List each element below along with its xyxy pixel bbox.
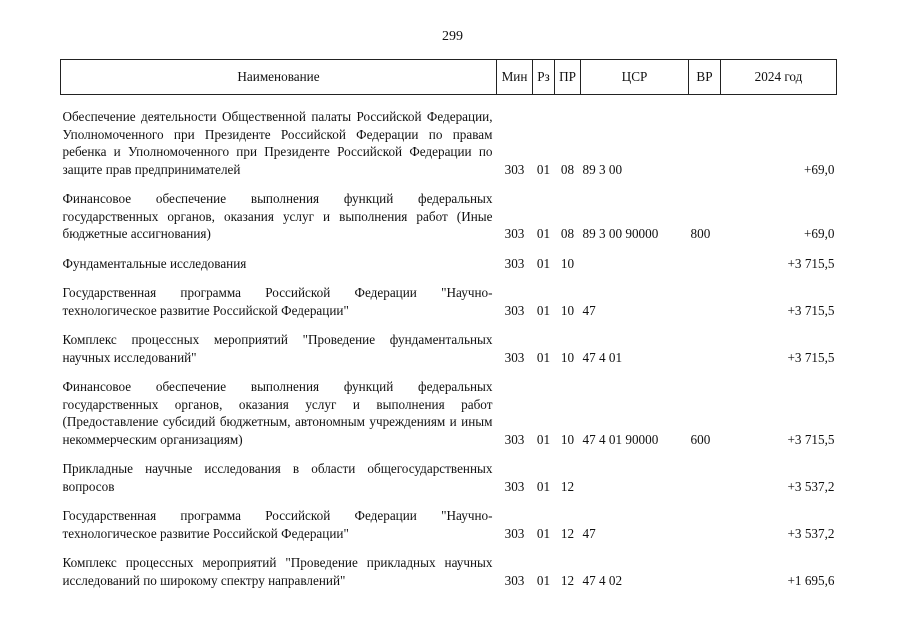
row-csr: 47 4 02 xyxy=(582,572,623,588)
row-vr xyxy=(689,495,721,542)
row-vr xyxy=(689,95,721,179)
row-name: Государственная программа Российской Федерации "Научно-технологическое развитие Российской Федерации" xyxy=(62,508,493,541)
row-csr: 47 4 01 xyxy=(582,349,623,365)
row-rz: 01 xyxy=(536,226,551,241)
row-name: Комплекс процессных мероприятий "Проведение прикладных научных исследований по широкому спектру направлений" xyxy=(62,555,493,588)
row-rz: 01 xyxy=(536,478,551,494)
row-name: Комплекс процессных мероприятий "Проведение фундаментальных научных исследований" xyxy=(62,332,493,365)
row-csr: 47 xyxy=(582,302,596,318)
row-vr: 600 xyxy=(690,431,711,447)
row-min: 303 xyxy=(504,431,525,447)
row-amount: +69,0 xyxy=(803,161,835,177)
header-min: Мин xyxy=(497,60,533,95)
row-amount: +3 715,5 xyxy=(787,431,835,447)
row-amount: +3 715,5 xyxy=(787,255,835,271)
row-min: 303 xyxy=(504,255,525,271)
page-number: 299 xyxy=(442,29,463,44)
header-vr: ВР xyxy=(689,60,721,95)
row-name: Государственная программа Российской Федерации "Научно-технологическое развитие Российской Федерации" xyxy=(62,285,493,318)
row-pr: 08 xyxy=(560,161,575,177)
row-pr: 12 xyxy=(560,572,575,588)
row-pr: 10 xyxy=(560,302,575,318)
header-pr: ПР xyxy=(555,60,581,95)
table-row xyxy=(61,178,837,243)
row-rz: 01 xyxy=(536,349,551,365)
row-amount: +69,0 xyxy=(803,226,835,241)
table-row xyxy=(61,366,837,448)
table-row xyxy=(61,319,837,366)
header-name: Наименование xyxy=(61,60,497,95)
header-rz: Рз xyxy=(533,60,555,95)
row-name: Фундаментальные исследования xyxy=(62,255,247,271)
row-min: 303 xyxy=(504,572,525,588)
table-row xyxy=(61,243,837,273)
row-pr: 10 xyxy=(560,349,575,365)
row-rz: 01 xyxy=(536,255,551,271)
row-vr xyxy=(689,272,721,319)
row-csr: 89 3 00 xyxy=(582,161,623,177)
row-vr xyxy=(689,243,721,273)
row-vr: 800 xyxy=(690,226,711,241)
row-rz: 01 xyxy=(536,302,551,318)
row-min: 303 xyxy=(504,478,525,494)
row-min: 303 xyxy=(504,349,525,365)
row-min: 303 xyxy=(504,302,525,318)
row-amount: +3 715,5 xyxy=(787,302,835,318)
row-amount: +1 695,6 xyxy=(787,572,835,588)
header-csr: ЦСР xyxy=(581,60,689,95)
row-rz: 01 xyxy=(536,431,551,447)
row-pr: 10 xyxy=(560,255,575,271)
row-amount: +3 537,2 xyxy=(787,478,835,494)
header-year: 2024 год xyxy=(721,60,837,95)
row-csr: 47 xyxy=(582,525,596,541)
budget-table xyxy=(60,59,837,589)
row-min: 303 xyxy=(504,161,525,177)
table-row xyxy=(61,448,837,495)
table-row xyxy=(61,495,837,542)
row-pr: 12 xyxy=(560,478,575,494)
row-csr: 89 3 00 90000 xyxy=(582,226,659,241)
row-csr xyxy=(581,448,689,495)
row-rz: 01 xyxy=(536,572,551,588)
row-name: Финансовое обеспечение выполнения функций федеральных государственных органов, оказания услуг и выполнения работ (Предоставление субсидий бюджетным, автономным учреждениям и иным некоммерческим организациям) xyxy=(62,379,493,447)
row-pr: 10 xyxy=(560,431,575,447)
row-csr: 47 4 01 90000 xyxy=(582,431,659,447)
row-min: 303 xyxy=(504,226,525,241)
row-rz: 01 xyxy=(536,525,551,541)
row-amount: +3 715,5 xyxy=(787,349,835,365)
table-row xyxy=(61,95,837,179)
row-pr: 08 xyxy=(560,226,575,241)
row-rz: 01 xyxy=(536,161,551,177)
row-vr xyxy=(689,448,721,495)
table-header-row xyxy=(61,60,837,95)
row-name: Прикладные научные исследования в области общегосударственных вопросов xyxy=(62,461,493,494)
row-min: 303 xyxy=(504,525,525,541)
row-name: Финансовое обеспечение выполнения функций федеральных государственных органов, оказания услуг и выполнения работ (Иные бюджетные ассигнования) xyxy=(62,191,493,241)
row-csr xyxy=(581,243,689,273)
row-name: Обеспечение деятельности Общественной палаты Российской Федерации, Уполномоченного при Президенте Российской Федерации по правам ребенка и Уполномоченного при Президенте Российской Федерации по защите прав предпринимателей xyxy=(62,109,493,177)
row-pr: 12 xyxy=(560,525,575,541)
table-row xyxy=(61,542,837,589)
table-row xyxy=(61,272,837,319)
row-vr xyxy=(689,542,721,589)
row-amount: +3 537,2 xyxy=(787,525,835,541)
row-vr xyxy=(689,319,721,366)
